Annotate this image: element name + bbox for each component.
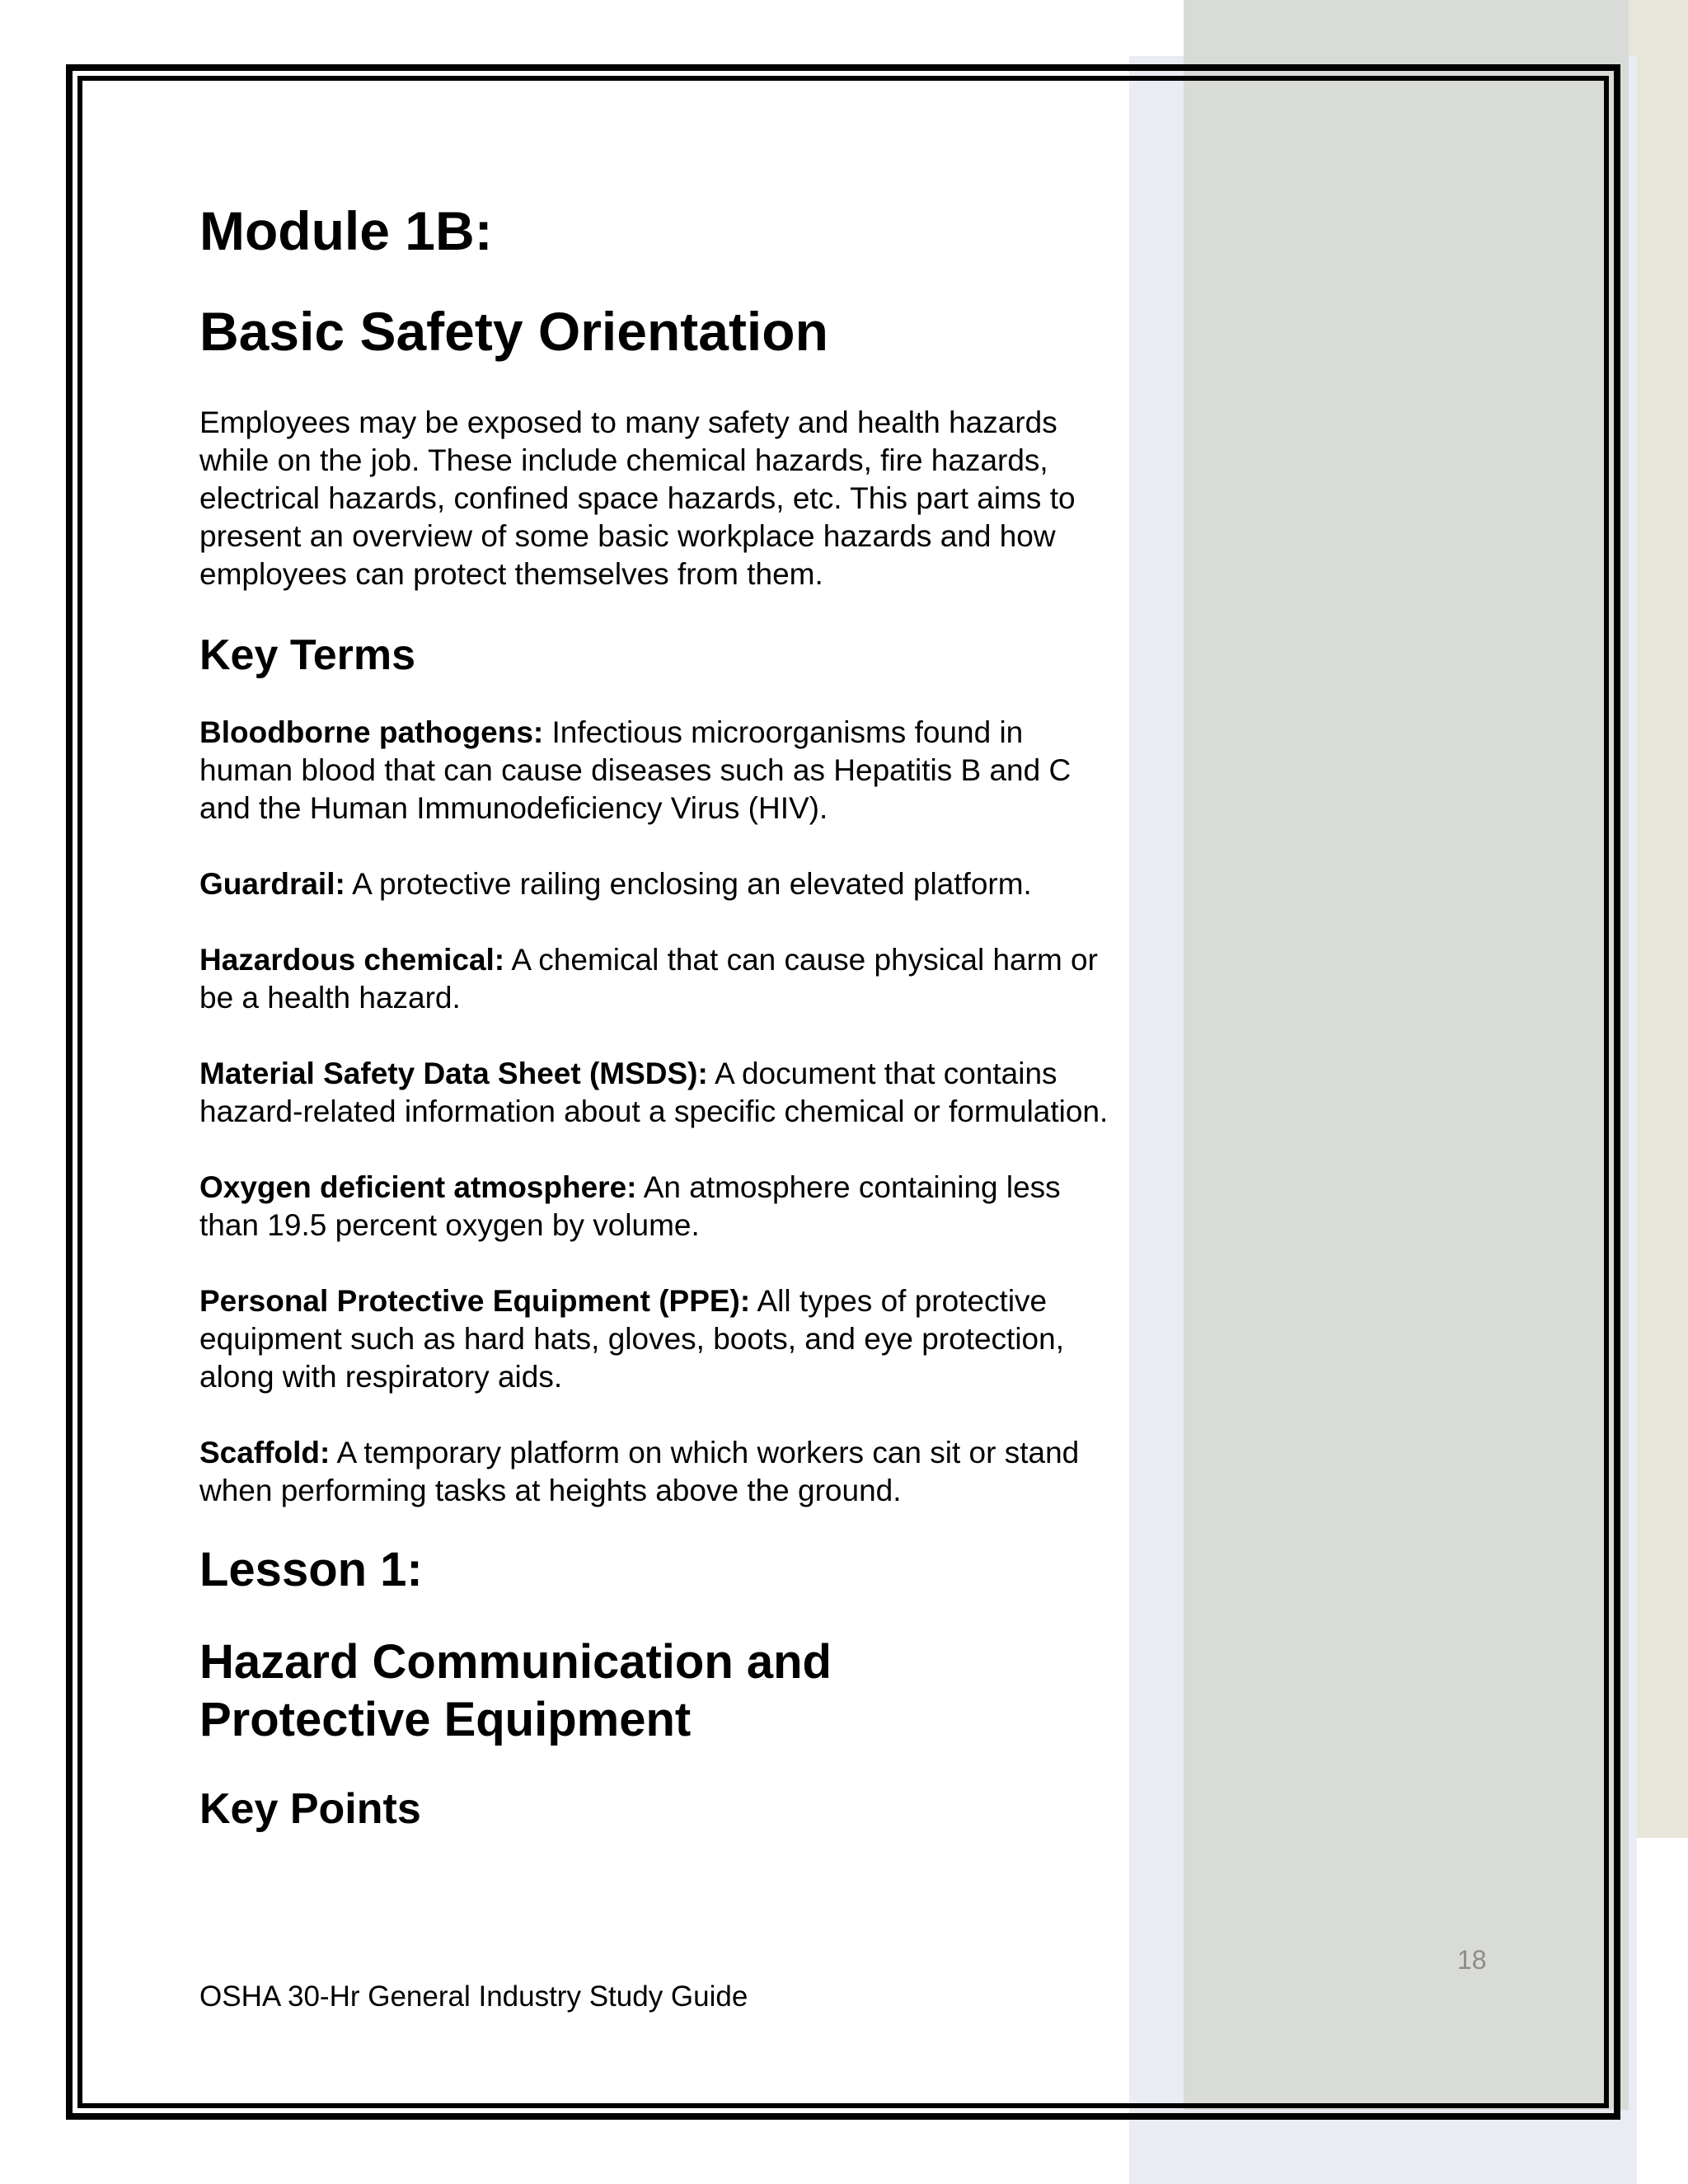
term-bloodborne-pathogens [199, 714, 1123, 827]
term-guardrail [199, 865, 1123, 903]
term-label: Hazardous chemical: [199, 943, 505, 977]
page-content [199, 198, 1123, 1835]
term-label: Bloodborne pathogens: [199, 715, 544, 749]
term-label: Material Safety Data Sheet (MSDS): [199, 1057, 708, 1090]
key-terms-heading: Key Terms [199, 631, 416, 679]
term-definition: All types of protective equipment such as hard hats, gloves, boots, and eye protection, along with respiratory aids. [199, 1284, 1064, 1394]
term-label: Personal Protective Equipment (PPE): [199, 1284, 751, 1318]
term-definition: An atmosphere containing less than 19.5 percent oxygen by volume. [199, 1170, 1061, 1242]
term-definition: A temporary platform on which workers can sit or stand when performing tasks at heights above the ground. [199, 1436, 1080, 1507]
module-heading: Module 1B: [199, 200, 493, 261]
term-definition: A chemical that can cause physical harm or be a health hazard. [199, 943, 1098, 1015]
term-ppe [199, 1282, 1123, 1396]
lesson-title-line-1: Hazard Communication and [199, 1635, 832, 1689]
term-oxygen-deficient-atmosphere [199, 1169, 1123, 1244]
term-scaffold [199, 1434, 1123, 1510]
term-definition: A protective railing enclosing an elevated platform. [345, 867, 1032, 901]
lesson-title-line-2: Protective Equipment [199, 1693, 692, 1746]
term-label: Scaffold: [199, 1436, 331, 1469]
page-number: 18 [1457, 1945, 1487, 1975]
lesson-heading: Lesson 1: [199, 1543, 423, 1596]
module-title: Basic Safety Orientation [199, 301, 828, 362]
intro-paragraph: Employees may be exposed to many safety and health hazards while on the job. These include chemical hazards, fire hazards, electrical hazards, confined space hazards, etc. This part aims to present an overview of some basic workplace hazards and how employees can protect themselves from them. [199, 405, 1076, 591]
term-hazardous-chemical [199, 941, 1123, 1017]
term-label: Guardrail: [199, 867, 345, 901]
term-definition: Infectious microorganisms found in human blood that can cause diseases such as Hepatitis B and C and the Human Immunodeficiency Virus (HIV). [199, 715, 1071, 825]
lesson-title [199, 1633, 1123, 1749]
term-label: Oxygen deficient atmosphere: [199, 1170, 637, 1204]
term-definition: A document that contains hazard-related information about a specific chemical or formulation. [199, 1057, 1109, 1128]
key-points-heading: Key Points [199, 1785, 421, 1833]
footer-text: OSHA 30-Hr General Industry Study Guide [199, 1980, 748, 2013]
term-msds [199, 1055, 1123, 1131]
